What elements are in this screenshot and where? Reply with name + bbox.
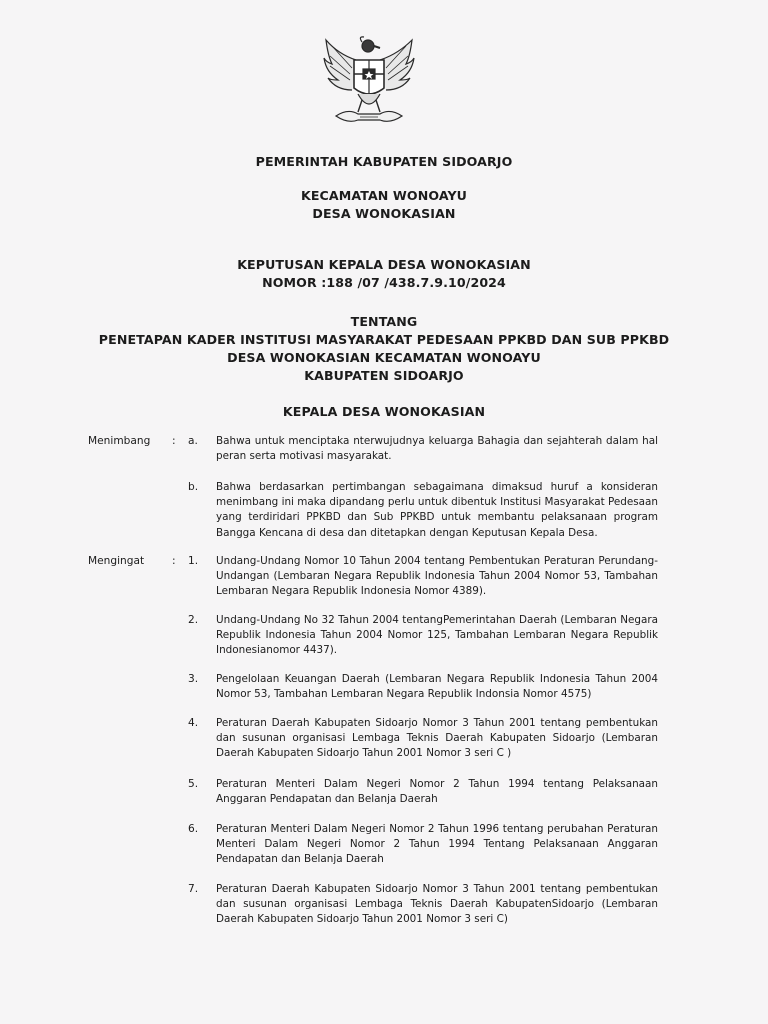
subject-line-2: DESA WONOKASIAN KECAMATAN WONOAYU bbox=[227, 350, 541, 365]
mengingat-item-7: Peraturan Daerah Kabupaten Sidoarjo Nomor 3 Tahun 2001 tentang pembentukan dan susunan organisasi Lembaga Teknis Daerah KabupatenSidoarjo (Lembaran Daerah Kabupaten Sidoarjo Tahun 2001 Nomor 3 seri C) bbox=[216, 883, 658, 926]
mengingat-marker-2: 2. bbox=[188, 614, 199, 626]
decree-title: KEPUTUSAN KEPALA DESA WONOKASIAN bbox=[237, 257, 531, 272]
mengingat-marker-4: 4. bbox=[188, 717, 199, 729]
subject-line-1: PENETAPAN KADER INSTITUSI MASYARAKAT PEDESAAN PPKBD DAN SUB PPKBD bbox=[98, 332, 670, 347]
mengingat-item-5: Peraturan Menteri Dalam Negeri Nomor 2 Tahun 1994 tentang Pelaksanaan Anggaran Pendapatan dan Belanja Daerah bbox=[216, 778, 658, 806]
subject-line-3: KABUPATEN SIDOARJO bbox=[304, 368, 464, 383]
mengingat-marker-3: 3. bbox=[188, 673, 199, 685]
mengingat-marker-1: 1. bbox=[188, 555, 199, 567]
mengingat-item-6: Peraturan Menteri Dalam Negeri Nomor 2 Tahun 1996 tentang perubahan Peraturan Menteri Dalam Negeri Nomor 2 Tahun 1994 Tentang Pelaksanaan Anggaran Pendapatan dan Belanja Daerah bbox=[216, 823, 658, 866]
mengingat-colon: : bbox=[172, 555, 176, 567]
mengingat-item-2: Undang-Undang No 32 Tahun 2004 tentangPemerintahan Daerah (Lembaran Negara Republik Indonesia Tahun 2004 Nomor 125, Tambahan Lembaran Negara Republik Indonesianomor 4437). bbox=[216, 614, 658, 657]
menimbang-item-b: Bahwa berdasarkan pertimbangan sebagaimana dimaksud huruf a konsideran menimbang ini maka dipandang perlu untuk dibentuk Institusi Masyarakat Pedesaan yang terdiridari PPKBD dan Sub PPKBD untuk membantu pelaksanaan program Bangga Kencana di desa dan ditetapkan dengan Keputusan Kepala Desa. bbox=[216, 481, 658, 539]
garuda-emblem-icon bbox=[318, 34, 420, 132]
mengingat-marker-5: 5. bbox=[188, 778, 199, 790]
village-heading: DESA WONOKASIAN bbox=[312, 206, 456, 221]
mengingat-marker-6: 6. bbox=[188, 823, 199, 835]
tentang-heading: TENTANG bbox=[350, 314, 418, 329]
menimbang-label: Menimbang bbox=[88, 435, 151, 447]
mengingat-item-4: Peraturan Daerah Kabupaten Sidoarjo Nomor 3 Tahun 2001 tentang pembentukan dan susunan organisasi Lembaga Teknis Daerah Kabupaten Sidoarjo (Lembaran Daerah Kabupaten Sidoarjo Tahun 2001 Nomor 3 seri C ) bbox=[216, 717, 658, 760]
menimbang-marker-a: a. bbox=[188, 435, 198, 447]
issuer-heading: KEPALA DESA WONOKASIAN bbox=[282, 404, 486, 419]
menimbang-item-a: Bahwa untuk menciptaka nterwujudnya keluarga Bahagia dan sejahterah dalam hal peran serta motivasi masyarakat. bbox=[216, 435, 658, 463]
mengingat-item-3: Pengelolaan Keuangan Daerah (Lembaran Negara Republik Indonesia Tahun 2004 Nomor 53, Tambahan Lembaran Negara Republik Indonsia Nomor 4575) bbox=[216, 673, 658, 701]
mengingat-item-1: Undang-Undang Nomor 10 Tahun 2004 tentang Pembentukan Peraturan Perundang-Undangan (Lembaran Negara Republik Indonesia Tahun 2004 Nomor 53, Tambahan Lembaran Negara Republik Indonesia Nomor 4389). bbox=[216, 555, 658, 598]
mengingat-marker-7: 7. bbox=[188, 883, 199, 895]
menimbang-colon: : bbox=[172, 435, 176, 447]
government-heading: PEMERINTAH KABUPATEN SIDOARJO bbox=[255, 154, 513, 169]
district-heading: KECAMATAN WONOAYU bbox=[300, 188, 468, 203]
menimbang-marker-b: b. bbox=[188, 481, 199, 493]
decree-number: NOMOR :188 /07 /438.7.9.10/2024 bbox=[262, 275, 506, 290]
mengingat-label: Mengingat bbox=[88, 555, 145, 567]
